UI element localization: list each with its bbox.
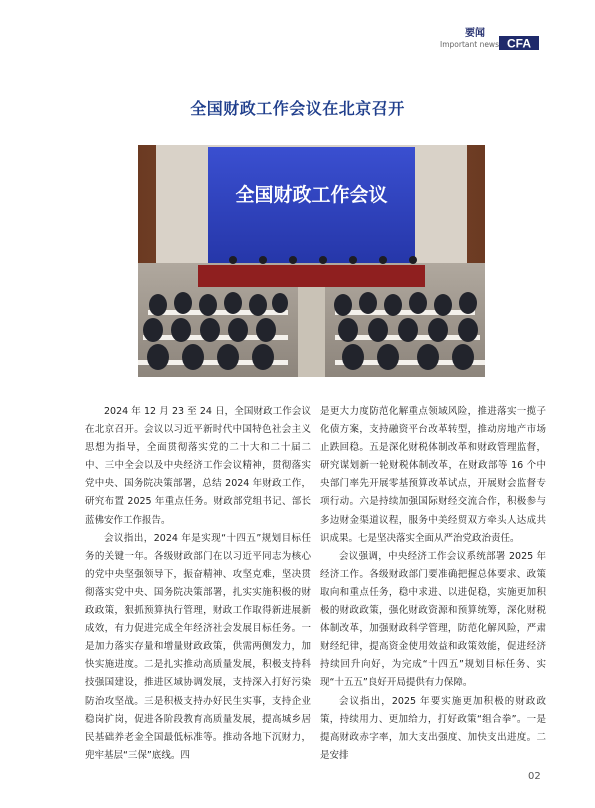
article-column-right <box>320 403 546 765</box>
svg-text:CFA: CFA <box>507 36 531 51</box>
paragraph: 会议指出，2024 年是实现“十四五”规划目标任务的关键一年。各级财政部门在以习近平同志为核心的党中央坚强领导下，振奋精神、攻坚克难，坚决贯彻落实党中央、国务院决策部署，扎实实施积极的财政政策，狠抓预算执行管理，财政工作取得新进展新成效，有力促进完成全年经济社会发展目标任务。一是加力落实存量和增量财政政策，供需两侧发力，加快实施进度。二是扎实推动高质量发展，积极支持科技强国建设，推进区域协调发展，支持深入打好污染防治攻坚战。三是积极支持办好民生实事，支持企业稳岗扩岗，促进各阶段教育高质量发展，提高城乡居民基础养老金全国最低标准等。推动各地下沉财力，兜牢基层“三保”底线。四 <box>85 532 311 761</box>
paragraph: 会议强调，中央经济工作会议系统部署 2025 年经济工作。各级财政部门要准确把握总体要求、政策取向和重点任务，稳中求进、以进促稳，实施更加积极的财政政策，强化财政资源和预算统筹，深化财税体制改革，加强财政科学管理，防范化解风险，严肃财经纪律，提高资金使用效益和政策效能，促进经济持续回升向好，为完成“十四五”规划目标任务、实现“十五五”良好开局提供有力保障。 <box>320 550 546 689</box>
cfa-logo <box>499 35 539 51</box>
screen-text: 全国财政工作会议 <box>235 184 388 206</box>
page-number: 02 <box>528 771 541 782</box>
conference-photo <box>138 145 485 377</box>
paragraph: 2024 年 12 月 23 至 24 日，全国财政工作会议在北京召开。会议以习近平新时代中国特色社会主义思想为指导，全面贯彻落实党的二十大和二十届二中、三中全会以及中央经济工作会议精神，贯彻落实党中央、国务院决策部署，总结 2024 年财政工作，研究布置 2025 年重点任务。财政部党组书记、部长蓝佛安作工作报告。 <box>85 406 311 526</box>
stage-table <box>198 265 425 287</box>
paragraph: 是更大力度防范化解重点领域风险，推进落实一揽子化债方案，支持融资平台改革转型，推动房地产市场止跌回稳。五是深化财税体制改革和财政管理监督，研究谋划新一轮财税体制改革，在财政部等 16 个中央部门率先开展零基预算改革试点，开展财会监督专项行动。六是持续加强国际财经交流合作，积极参与多边财金渠道议程，服务中美经贸双方牵头人达成共识成果。七是坚决落实全面从严治党政治责任。 <box>320 406 546 544</box>
section-label: 要闻 <box>465 28 485 39</box>
paragraph: 会议指出，2025 年要实施更加积极的财政政策，持续用力、更加给力，打好政策“组合拳”。一是提高财政赤字率，加大支出强度、加快支出进度。二是安排 <box>320 695 546 761</box>
projection-screen <box>208 147 415 267</box>
section-label-en: Important news <box>440 40 499 49</box>
article-title: 全国财政工作会议在北京召开 <box>190 99 405 118</box>
article-column-left <box>85 403 311 765</box>
